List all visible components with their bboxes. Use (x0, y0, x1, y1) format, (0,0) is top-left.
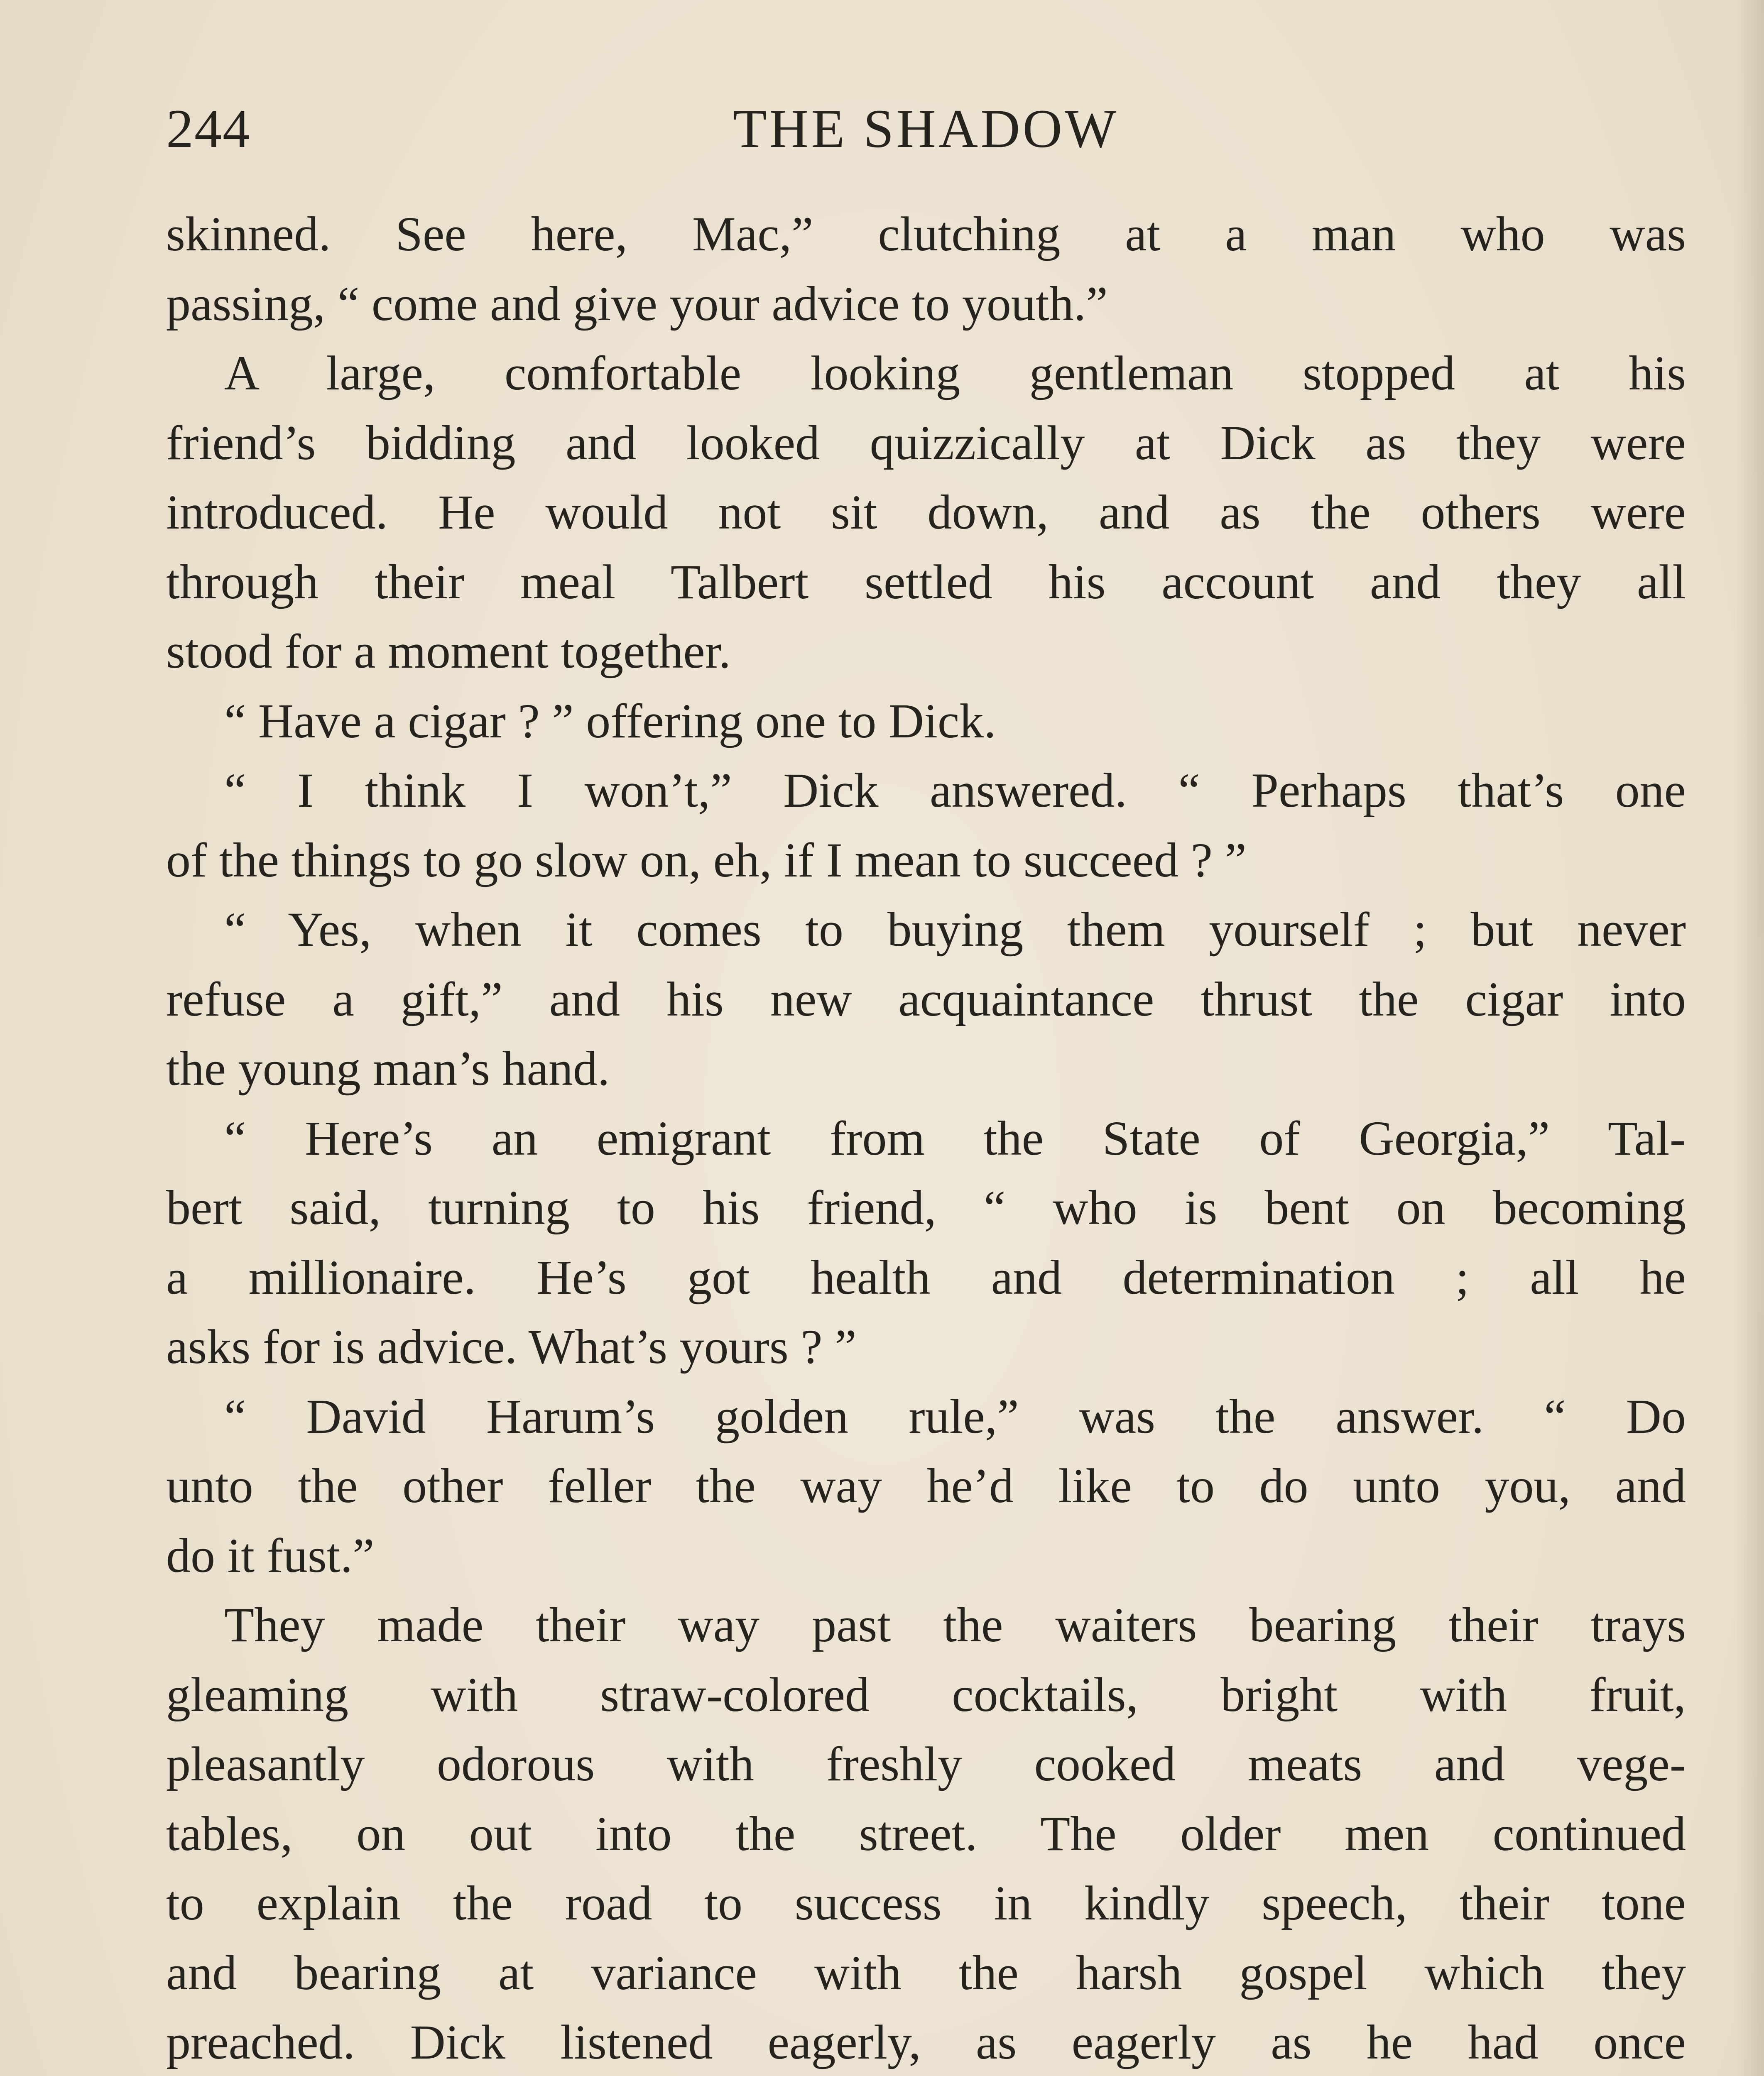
text-line: passing, “ come and give your advice to youth.” (166, 276, 1108, 331)
text-line: They made their way past the waiters bearing their trays (224, 1598, 1686, 1652)
text-line: a millionaire. He’s got health and determination ; all he (166, 1250, 1686, 1305)
running-title: THE SHADOW (733, 98, 1119, 159)
text-line: asks for is advice. What’s yours ? ” (166, 1320, 857, 1374)
text-line: bert said, turning to his friend, “ who is bent on becoming (166, 1180, 1686, 1235)
text-line: friend’s bidding and looked quizzically at Dick as they were (166, 415, 1686, 470)
text-line: pleasantly odorous with freshly cooked meats and vege- (166, 1737, 1686, 1791)
text-line: do it fust.” (166, 1528, 375, 1583)
text-line: “ Yes, when it comes to buying them yourself ; but never (224, 902, 1686, 957)
text-line: skinned. See here, Mac,” clutching at a man who was (166, 207, 1686, 261)
text-line: “ Here’s an emigrant from the State of Georgia,” Tal- (224, 1111, 1686, 1165)
text-line: introduced. He would not sit down, and as the others were (166, 485, 1686, 539)
text-line: through their meal Talbert settled his account and they all (166, 554, 1686, 609)
text-line: to explain the road to success in kindly speech, their tone (166, 1876, 1686, 1930)
text-line: gleaming with straw-colored cocktails, bright with fruit, (166, 1667, 1686, 1722)
text-line: the young man’s hand. (166, 1041, 610, 1096)
text-line: refuse a gift,” and his new acquaintance thrust the cigar into (166, 972, 1686, 1026)
page-edge-shadow (1735, 0, 1764, 2076)
text-line: preached. Dick listened eagerly, as eagerly as he had once (166, 2015, 1686, 2069)
text-line: tables, on out into the street. The older men continued (166, 1806, 1686, 1861)
text-line: A large, comfortable looking gentleman stopped at his (224, 346, 1686, 400)
text-line: of the things to go slow on, eh, if I mean to succeed ? ” (166, 832, 1247, 887)
text-line: stood for a moment together. (166, 624, 731, 678)
text-line: unto the other feller the way he’d like to do unto you, and (166, 1459, 1686, 1513)
text-line: “ Have a cigar ? ” offering one to Dick. (224, 693, 996, 748)
body-text (166, 199, 1686, 2076)
page-number: 244 (166, 98, 251, 159)
text-line: “ I think I won’t,” Dick answered. “ Perhaps that’s one (224, 763, 1686, 818)
running-head (166, 89, 1686, 168)
text-line: “ David Harum’s golden rule,” was the answer. “ Do (224, 1389, 1686, 1444)
text-line: and bearing at variance with the harsh gospel which they (166, 1945, 1686, 2000)
